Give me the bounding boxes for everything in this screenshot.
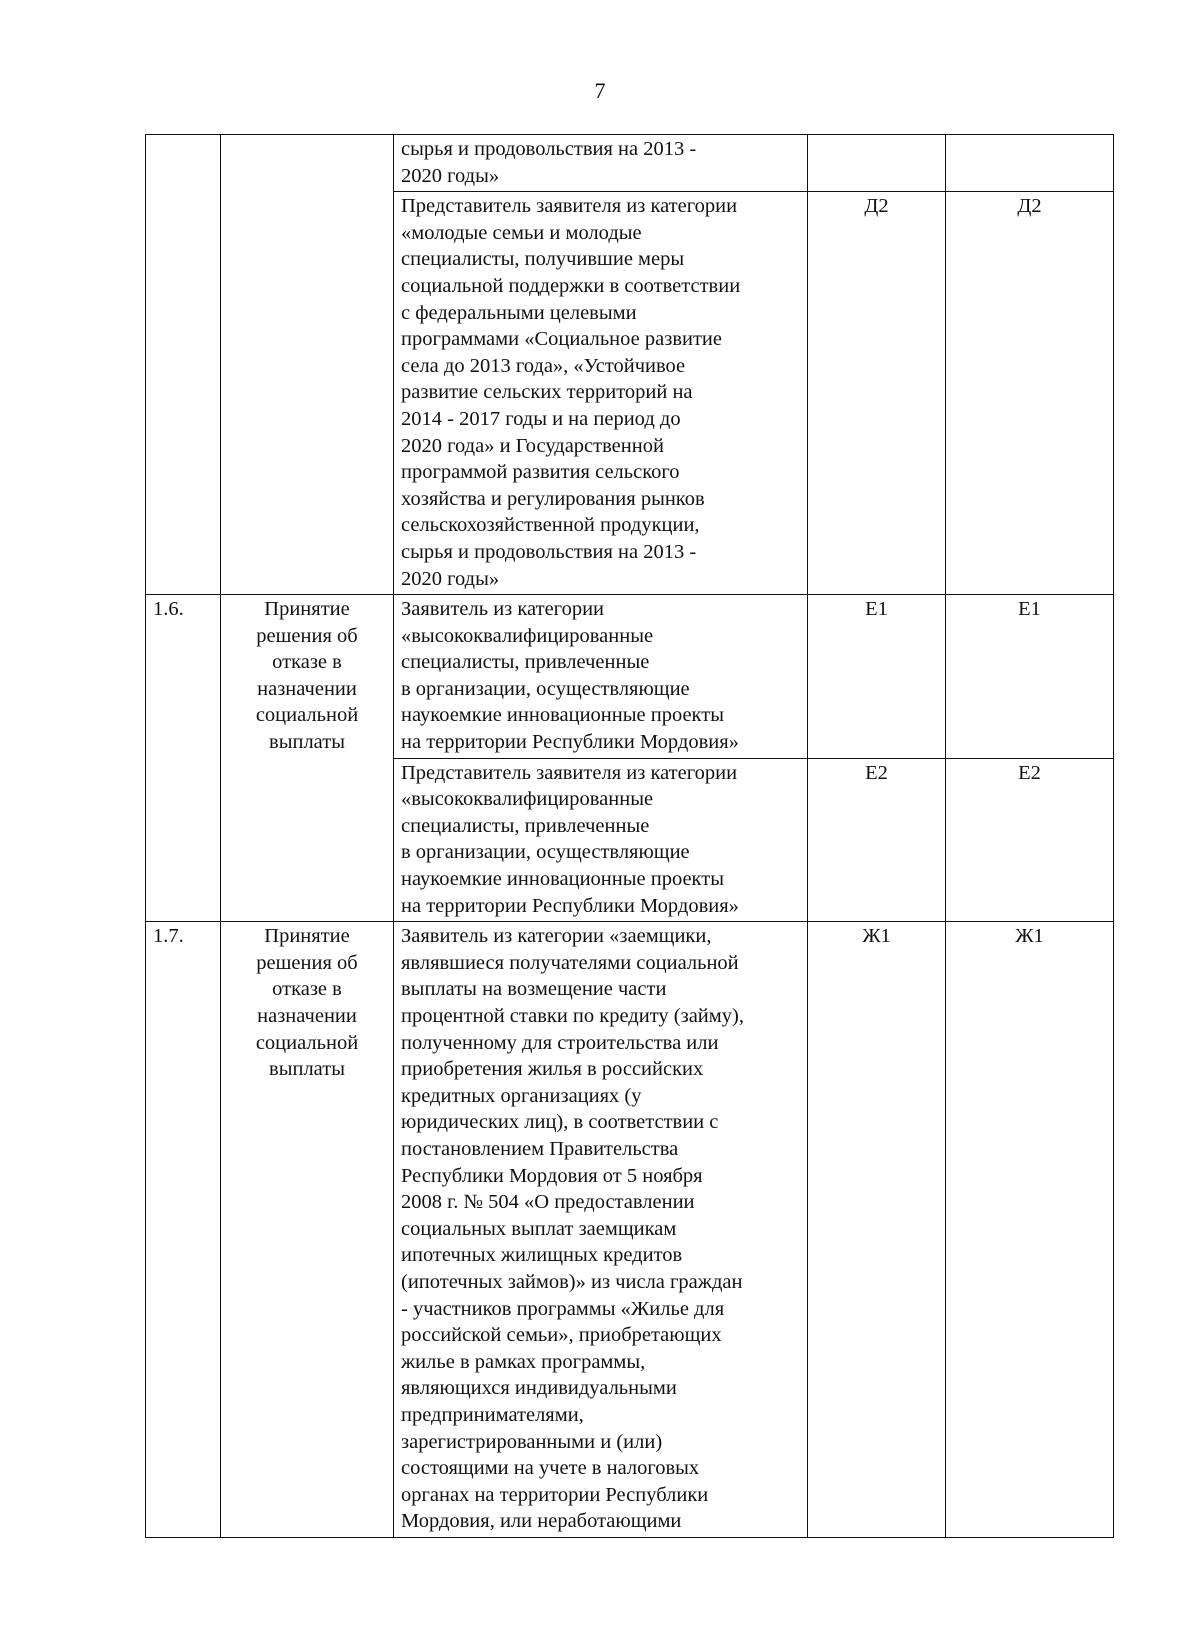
applicant-category-line: являвшиеся получателями социальной [401, 951, 739, 974]
applicant-category-line: специалисты, привлеченные [401, 651, 650, 674]
applicant-category [394, 135, 808, 192]
procedure-name-line: отказе в [272, 651, 342, 674]
applicant-category-line: сельскохозяйственной продукции, [401, 514, 700, 537]
applicant-category-line: развитие сельских территорий на [401, 381, 693, 404]
applicant-category-line: органах на территории Республики [401, 1483, 709, 1506]
item-number [146, 135, 221, 595]
applicant-category-line: на территории Республики Мордовия» [401, 894, 739, 917]
applicant-category-line: 2020 годы» [401, 567, 500, 590]
applicant-category-line: Мордовия, или неработающими [401, 1510, 682, 1533]
applicant-category-line: Представитель заявителя из категории [401, 195, 738, 218]
code-cell: Ж1 [808, 922, 946, 1538]
code-cell [946, 135, 1114, 192]
applicant-category-line: Представитель заявителя из категории [401, 761, 738, 784]
applicant-category-line: 2014 - 2017 годы и на период до [401, 407, 681, 430]
applicant-category [394, 192, 808, 595]
code-cell [808, 135, 946, 192]
applicant-category-line: «высококвалифицированные [401, 624, 654, 647]
applicant-category-line: являющихся индивидуальными [401, 1377, 677, 1400]
code-cell: Д2 [808, 192, 946, 595]
page-number: 7 [594, 78, 606, 103]
procedure-name-line: социальной [255, 704, 359, 727]
code-cell: Е2 [808, 758, 946, 922]
applicant-category-line: села до 2013 года», «Устойчивое [401, 354, 686, 377]
applicant-category-line: Заявитель из категории [401, 598, 605, 621]
table-row [146, 135, 1114, 192]
applicant-category-line: сырья и продовольствия на 2013 - [401, 138, 697, 160]
applicant-category-line: предпринимателями, [401, 1403, 584, 1426]
procedure-name [221, 922, 394, 1538]
applicant-category-line: кредитных организациях (у [401, 1084, 642, 1107]
applicant-category-line: программой развития сельского [401, 461, 680, 484]
applicant-category-line: Республики Мордовия от 5 ноября [401, 1164, 703, 1187]
applicant-category-line: постановлением Правительства [401, 1137, 679, 1160]
applicant-category-line: жилье в рамках программы, [401, 1350, 646, 1373]
applicant-category-line: состоящими на учете в налоговых [401, 1457, 700, 1480]
applicant-category-line: процентной ставки по кредиту (займу), [401, 1005, 744, 1027]
applicant-category-line: «высококвалифицированные [401, 788, 654, 811]
code-cell: Д2 [946, 192, 1114, 595]
applicant-category-line: программами «Социальное развитие [401, 328, 722, 351]
procedure-name-line: решения об [256, 624, 358, 647]
applicant-category-line: наукоемкие инновационные проекты [401, 868, 724, 891]
procedure-name [221, 595, 394, 922]
procedure-name-line: отказе в [272, 978, 342, 1001]
applicant-category [394, 595, 808, 759]
applicant-category-line: с федеральными целевыми [401, 301, 637, 324]
table-row [146, 922, 1114, 1538]
procedure-name-line: назначении [257, 1005, 357, 1027]
table-row [146, 595, 1114, 759]
applicant-category-line: (ипотечных займов)» из числа граждан [401, 1270, 743, 1293]
applicant-category-line: ипотечных жилищных кредитов [401, 1244, 683, 1267]
applicant-category-line: приобретения жилья в российских [401, 1058, 704, 1081]
procedure-name-line: назначении [257, 677, 357, 700]
applicant-category-line: выплаты на возмещение части [401, 978, 667, 1001]
procedure-name-line: выплаты [269, 1058, 345, 1081]
applicant-category-line: сырья и продовольствия на 2013 - [401, 540, 697, 563]
applicant-category-line: зарегистрированными и (или) [401, 1430, 663, 1453]
document-table [145, 134, 1114, 1538]
applicant-category-line: наукоемкие инновационные проекты [401, 704, 724, 727]
applicant-category-line: Заявитель из категории «заемщики, [401, 925, 712, 948]
applicant-category-line: 2020 годы» [401, 164, 500, 187]
applicant-category-line: на территории Республики Мордовия» [401, 731, 739, 754]
applicant-category-line: «молодые семьи и молодые [401, 221, 642, 244]
applicant-category-line: хозяйства и регулирования рынков [401, 487, 705, 510]
procedure-name-line: Принятие [264, 598, 350, 621]
code-cell: Е2 [946, 758, 1114, 922]
code-cell: Ж1 [946, 922, 1114, 1538]
applicant-category-line: - участников программы «Жилье для [401, 1297, 725, 1320]
procedure-name-line: выплаты [269, 731, 345, 754]
applicant-category-line: 2008 г. № 504 «О предоставлении [401, 1191, 695, 1214]
procedure-name-line: социальной [255, 1031, 359, 1054]
applicant-category-line: в организации, осуществляющие [401, 841, 690, 864]
code-cell: Е1 [808, 595, 946, 759]
applicant-category-line: юридических лиц), в соответствии с [401, 1111, 719, 1134]
applicant-category-line: российской семьи», приобретающих [401, 1324, 722, 1347]
item-number: 1.6. [146, 595, 221, 922]
applicant-category [394, 758, 808, 922]
procedure-name-line: Принятие [264, 925, 350, 948]
procedure-name [221, 135, 394, 595]
code-cell: Е1 [946, 595, 1114, 759]
applicant-category-line: специалисты, получившие меры [401, 248, 685, 271]
applicant-category-line: 2020 года» и Государственной [401, 434, 664, 457]
applicant-category-line: социальных выплат заемщикам [401, 1217, 677, 1240]
applicant-category-line: социальной поддержки в соответствии [401, 274, 741, 297]
applicant-category [394, 922, 808, 1538]
procedure-name-line: решения об [256, 951, 358, 974]
applicant-category-line: специалисты, привлеченные [401, 814, 650, 837]
applicant-category-line: в организации, осуществляющие [401, 677, 690, 700]
applicant-category-line: полученному для строительства или [401, 1031, 719, 1054]
item-number: 1.7. [146, 922, 221, 1538]
